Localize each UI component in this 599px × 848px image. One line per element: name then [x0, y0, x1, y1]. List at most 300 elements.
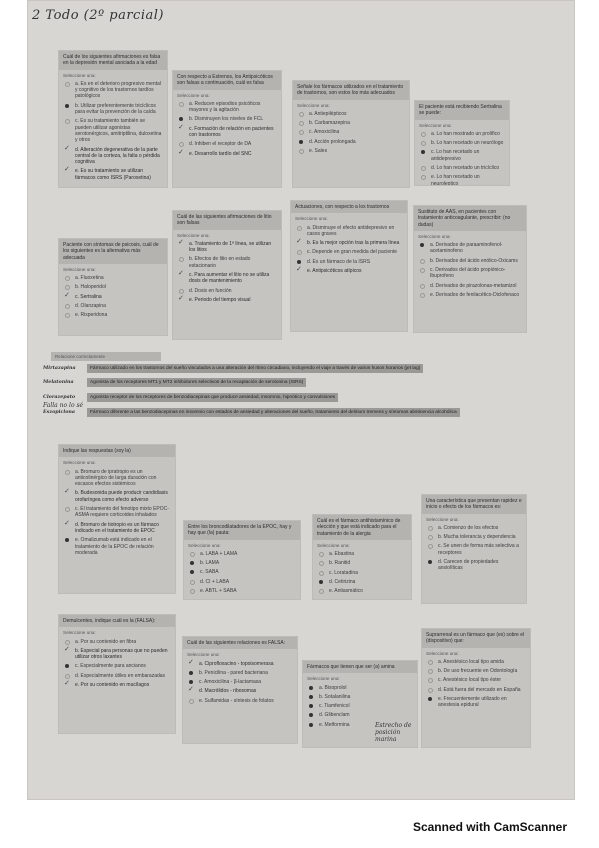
- answer-option[interactable]: [188, 588, 296, 594]
- answer-option-label: c. Formación de relación en pacientes con trastornos: [189, 125, 274, 139]
- answer-option[interactable]: [418, 267, 522, 280]
- select-instruction: Seleccione una:: [419, 122, 452, 128]
- answer-option-label: d. Carecen de propiedades ansiolíticas: [438, 559, 499, 572]
- answer-option[interactable]: [426, 559, 522, 572]
- answer-option-label: b. Derivados del ácido enólico-Oxicams: [430, 257, 518, 264]
- answer-option[interactable]: [187, 679, 293, 685]
- radio-icon[interactable]: [319, 589, 324, 594]
- answer-option[interactable]: [295, 225, 403, 238]
- answer-option[interactable]: [418, 242, 522, 255]
- answer-option-label: d. Glibenclam: [319, 712, 350, 719]
- radio-icon[interactable]: [299, 130, 304, 135]
- radio-icon[interactable]: [65, 507, 70, 512]
- radio-icon[interactable]: [421, 166, 426, 171]
- answer-option[interactable]: [187, 688, 293, 694]
- answer-option[interactable]: [63, 469, 171, 488]
- answer-option-label: b. Carbamazepina: [309, 120, 350, 127]
- question-text: Una característica que presentan rapidez e inicio o efecto de los fármacos es:: [422, 495, 526, 514]
- answer-option-label: b. Utilizar preferentemente tricíclicos para evitar la prevención de la caída: [75, 102, 156, 116]
- select-instruction: Seleccione una:: [188, 542, 221, 548]
- answer-option-label: c. Depende en gran medida del paciente: [307, 249, 398, 256]
- answer-option-label: a. Derivados de paraaminofenol-acetaminofeno: [430, 242, 503, 255]
- answer-option[interactable]: [295, 268, 403, 274]
- answer-option[interactable]: [63, 645, 171, 661]
- select-instruction: Seleccione una:: [297, 102, 330, 108]
- question-text: Paciente con síntomas de psicosis, cuál de los siguientes es la alternativa más adecuada: [59, 239, 167, 264]
- select-instruction: Seleccione una:: [177, 232, 210, 238]
- radio-icon[interactable]: [65, 304, 70, 309]
- answer-option-label: a. Bisoprolol: [319, 684, 347, 691]
- answer-option-label: b. Haloperidol: [75, 284, 106, 291]
- radio-icon[interactable]: [428, 544, 433, 549]
- question-text: Cuál de las siguientes afirmaciones de litio son falsas: [173, 211, 281, 230]
- answer-option[interactable]: [426, 687, 526, 693]
- checkmark-icon[interactable]: ✓: [64, 144, 70, 152]
- answer-option[interactable]: [297, 111, 405, 117]
- answer-option-label: d. Cetirizina: [329, 579, 356, 586]
- question-text: Fármacos que tienen que ser (a) amina: [303, 661, 417, 673]
- select-instruction: Seleccione una:: [426, 650, 459, 656]
- checkmark-icon[interactable]: ✓: [178, 270, 184, 278]
- select-instruction: Seleccione una:: [63, 460, 96, 466]
- checkmark-icon[interactable]: ✓: [178, 148, 184, 156]
- answer-option-label: c. Especialmente para ancianos: [75, 663, 146, 670]
- answer-option[interactable]: [63, 519, 171, 535]
- select-instruction: Seleccione una:: [307, 676, 340, 682]
- checkmark-icon[interactable]: ✓: [64, 519, 70, 527]
- answer-option[interactable]: [187, 658, 293, 667]
- answer-option[interactable]: [188, 579, 296, 585]
- answer-option[interactable]: [63, 673, 171, 679]
- radio-icon[interactable]: [319, 571, 324, 576]
- answer-option-label: b. LAMA: [200, 560, 220, 567]
- answer-option[interactable]: [177, 288, 277, 294]
- answer-option-label: c. El tratamiento del fenotipo mixto EPOC-ASMA requiere corticoides inhalados: [75, 506, 169, 519]
- answer-option-label: d. Olanzapina: [75, 303, 106, 310]
- radio-icon[interactable]: [319, 561, 324, 566]
- answer-option[interactable]: [418, 292, 522, 298]
- answer-option[interactable]: [295, 240, 403, 246]
- selected-radio-icon[interactable]: [309, 686, 313, 690]
- answer-option[interactable]: [295, 259, 403, 265]
- question-text: Sustituto de AAS, en pacientes con tratamiento anticoagulante, prescribir: (no dudas): [414, 206, 526, 231]
- checkmark-icon[interactable]: ✓: [64, 166, 70, 174]
- radio-icon[interactable]: [189, 699, 194, 704]
- selected-radio-icon[interactable]: [299, 140, 303, 144]
- answer-option-label: d. Bromuro de tiotropio es un fármaco indicado en el tratamiento de EPOC: [75, 521, 159, 534]
- answer-option-label: d. Dosis en función: [189, 287, 232, 294]
- radio-icon[interactable]: [421, 175, 426, 180]
- answer-option[interactable]: [63, 312, 163, 318]
- answer-option-label: a. Lo han mostrado un prolífico: [431, 130, 500, 137]
- page-title: 2 Todo (2º parcial): [32, 8, 164, 23]
- selected-radio-icon[interactable]: [319, 580, 323, 584]
- answer-option[interactable]: [177, 148, 277, 157]
- radio-icon[interactable]: [299, 121, 304, 126]
- question-card-5: [58, 238, 168, 336]
- answer-option[interactable]: [419, 140, 505, 146]
- selected-radio-icon[interactable]: [179, 117, 183, 121]
- answer-option-label: a. Fluoxetina: [75, 275, 104, 282]
- radio-icon[interactable]: [428, 526, 433, 531]
- select-instruction: Seleccione una:: [63, 72, 96, 78]
- select-instruction: Seleccione una:: [177, 92, 210, 98]
- answer-option-label: d. Derivados de pirazolonas-metamizol: [430, 282, 517, 289]
- answer-option[interactable]: [177, 256, 277, 269]
- checkmark-icon[interactable]: ✓: [296, 266, 302, 274]
- answer-option-label: b. Mucha tolerancia y dependencia: [438, 534, 516, 541]
- answer-option[interactable]: [177, 238, 277, 254]
- answer-option-label: a. Por su contenido en fibra: [75, 638, 137, 645]
- radio-icon[interactable]: [65, 674, 70, 679]
- radio-icon[interactable]: [420, 268, 425, 273]
- question-card-1: [58, 50, 168, 188]
- selected-radio-icon[interactable]: [65, 664, 69, 668]
- radio-icon[interactable]: [421, 141, 426, 146]
- radio-icon[interactable]: [179, 102, 184, 107]
- answer-option-label: c. Derivados del ácido propiónico-Ibuprofeno: [430, 267, 506, 280]
- checkmark-icon[interactable]: ✓: [64, 680, 70, 688]
- answer-option-label: e. Metformina: [319, 721, 350, 728]
- select-instruction: Seleccione una:: [426, 516, 459, 522]
- answer-option-label: c. SABA: [200, 569, 219, 576]
- answer-option-label: a. Reducen episodios psicóticos mayores y la agitación: [189, 100, 261, 114]
- question-card-6: [172, 210, 282, 340]
- selected-radio-icon[interactable]: [309, 713, 313, 717]
- answer-option-label: a. Disminuye el efecto antidepresivo en casos graves: [307, 224, 395, 237]
- answer-option-label: c. Lo han recetado un antidepresivo: [431, 149, 480, 162]
- question-text: Actuaciones, con respecto a los trastornos: [291, 201, 407, 213]
- answer-option[interactable]: [63, 103, 163, 116]
- answer-option-label: d. CI + LABA: [200, 578, 230, 585]
- answer-option[interactable]: [187, 670, 293, 676]
- question-text: Cuál de las siguientes relaciones es FALSA:: [183, 637, 297, 649]
- answer-option-label: e. Es su tratamiento se utilizan fármacos como ISRS (Paroxetina): [75, 168, 151, 181]
- answer-option[interactable]: [297, 129, 405, 135]
- answer-option[interactable]: [317, 551, 407, 557]
- question-text: Indique las respuestas (soy la): [59, 445, 175, 457]
- answer-option[interactable]: [63, 275, 163, 281]
- question-text: Cuál es el fármaco antihistamínico de elección y que está indicado para el tratamiento de la alergia: [313, 515, 411, 540]
- answer-option-label: b. De uso frecuente en Odontología: [438, 668, 518, 675]
- checkmark-icon[interactable]: ✓: [64, 488, 70, 496]
- checkmark-icon[interactable]: ✓: [178, 123, 184, 131]
- answer-option-label: e. ABTL + SABA: [200, 588, 237, 595]
- question-card-12: [421, 494, 527, 604]
- matching-term: Eszopiclona: [43, 409, 75, 415]
- selected-radio-icon[interactable]: [309, 704, 313, 708]
- answer-option[interactable]: [426, 696, 526, 709]
- answer-option-label: d. Especialmente útiles en embarazadas: [75, 672, 166, 679]
- answer-option-label: a. Es en el deterioro progresivo mental y cognitivo de los trastornos tardíos patológicos: [75, 80, 161, 100]
- selected-radio-icon[interactable]: [297, 260, 301, 264]
- answer-option-label: c. Anestésico local tipo éster: [438, 677, 502, 684]
- checkmark-icon[interactable]: ✓: [296, 238, 302, 246]
- answer-option[interactable]: [63, 291, 163, 300]
- selected-radio-icon[interactable]: [420, 243, 424, 247]
- question-text: Suprarrenal es un fármaco que (es) sobre el (dispositivo) que:: [422, 629, 530, 648]
- answer-option-label: c. Loratadina: [329, 569, 358, 576]
- answer-option[interactable]: [63, 663, 171, 669]
- answer-option[interactable]: [426, 677, 526, 683]
- handwritten-note: Estrecho de posición marina: [375, 722, 412, 743]
- answer-option-label: e. Antiasmático: [329, 588, 363, 595]
- select-instruction: Seleccione una:: [317, 542, 350, 548]
- answer-option[interactable]: [297, 148, 405, 154]
- radio-icon[interactable]: [299, 112, 304, 117]
- question-card-4: [414, 100, 510, 186]
- matching-description: Fármaco utilizado en los trastornos del sueño vinculados a una alteración del ritmo circadiano, incluyendo el viaje a través de varios husos horarios (jet lag): [87, 364, 423, 373]
- answer-option[interactable]: [295, 249, 403, 255]
- answer-option-label: b. Es la mejor opción tras la primera línea: [307, 240, 400, 247]
- checkmark-icon[interactable]: ✓: [64, 645, 70, 653]
- answer-option-label: e. Sulfamidas - síntesis de folatos: [199, 697, 274, 704]
- answer-option-label: c. Amoxicilina: [309, 129, 340, 136]
- answer-option[interactable]: [63, 303, 163, 309]
- question-card-11: [312, 514, 412, 600]
- checkmark-icon[interactable]: ✓: [188, 658, 194, 666]
- answer-option-label: d. Inhiben el receptor de DA: [189, 141, 252, 148]
- answer-option-label: a. Tratamiento de 1ª línea, se utilizan los litios: [189, 240, 272, 254]
- answer-option[interactable]: [426, 534, 522, 540]
- question-card-10: [183, 520, 301, 600]
- select-instruction: Seleccione una:: [187, 652, 220, 658]
- answer-option-label: d. Es un fármaco de la ISRS: [307, 258, 371, 265]
- matching-term: Clorazepato: [43, 394, 76, 400]
- answer-option-label: a. Ciprofloxacino - topoisomerasa: [199, 660, 274, 667]
- answer-option-label: c. Tiamfenicol: [319, 703, 350, 710]
- radio-icon[interactable]: [65, 313, 70, 318]
- answer-option-label: d. Acción prolongada: [309, 138, 356, 145]
- answer-option-label: a. Comienzo de los efectos: [438, 524, 499, 531]
- radio-icon[interactable]: [420, 284, 425, 289]
- answer-option[interactable]: [307, 694, 413, 700]
- handwritten-note: Falla no lo sé: [43, 402, 84, 409]
- question-text: Demulcentes, indique cuál es la (FALSA):: [59, 615, 175, 627]
- answer-option-label: b. Lo han recetado un neurólogo: [431, 140, 504, 147]
- selected-radio-icon[interactable]: [190, 570, 194, 574]
- checkmark-icon[interactable]: ✓: [64, 291, 70, 299]
- answer-option[interactable]: [419, 149, 505, 162]
- radio-icon[interactable]: [319, 552, 324, 557]
- answer-option-label: d. Macrólidos - ribosomas: [199, 688, 257, 695]
- radio-icon[interactable]: [65, 119, 70, 124]
- answer-option[interactable]: [63, 284, 163, 290]
- answer-option-label: e. Frecuentemente utilizado en anestesia epidural: [438, 696, 507, 709]
- answer-option[interactable]: [63, 490, 171, 503]
- radio-icon[interactable]: [179, 142, 184, 147]
- answer-option[interactable]: [317, 570, 407, 576]
- answer-option-label: d. Está fuera del mercado en España: [438, 686, 521, 693]
- matching-description: Agonista receptor de los receptores de benzodiacepinas que produce ansiedad, insomnio, hipnótico y convulsiones: [87, 393, 338, 402]
- answer-option-label: b. Efectos de litio en estado estacionario: [189, 256, 251, 269]
- answer-option[interactable]: [63, 639, 171, 645]
- answer-option-label: b. Disminuyen los niveles de FCL: [189, 116, 264, 123]
- question-card-8: [413, 205, 527, 333]
- answer-option[interactable]: [177, 101, 277, 114]
- question-text: Con respecto a Estrenos, los Antipsicóticos son falsas a continuación, cuál es falsa: [173, 71, 281, 90]
- answer-option-label: e. Periodo del tiempo visual: [189, 296, 251, 303]
- answer-option[interactable]: [177, 294, 277, 303]
- answer-option-label: a. Ebastina: [329, 551, 355, 558]
- select-instruction: Seleccione una:: [63, 630, 96, 636]
- answer-option[interactable]: [419, 131, 505, 137]
- answer-option-label: e. Risperidona: [75, 312, 108, 319]
- answer-option[interactable]: [307, 685, 413, 691]
- radio-icon[interactable]: [65, 640, 70, 645]
- answer-option-label: b. Budesonida puede producir candidiasis orofaríngea como efecto adverso: [75, 490, 168, 503]
- selected-radio-icon[interactable]: [65, 538, 69, 542]
- radio-icon[interactable]: [179, 257, 184, 262]
- answer-option-label: c. Amoxicilina - β-lactamasa: [199, 679, 262, 686]
- answer-option[interactable]: [63, 168, 163, 181]
- radio-icon[interactable]: [65, 276, 70, 281]
- selected-radio-icon[interactable]: [421, 150, 425, 154]
- selected-radio-icon[interactable]: [189, 680, 193, 684]
- answer-option[interactable]: [297, 120, 405, 126]
- radio-icon[interactable]: [299, 149, 304, 154]
- answer-option[interactable]: [426, 525, 522, 531]
- radio-icon[interactable]: [190, 589, 195, 594]
- radio-icon[interactable]: [421, 132, 426, 137]
- question-text: El paciente está recibiendo Sertralina se puede:: [415, 101, 509, 120]
- answer-option-label: b. Ranitid: [329, 560, 351, 567]
- question-card-15: [302, 660, 418, 748]
- matching-row[interactable]: [43, 378, 306, 387]
- radio-icon[interactable]: [297, 250, 302, 255]
- answer-option-label: c. Es su tratamiento también se pueden utilizar agonistas serotonérgicos, amitriptilina, duloxetina y otros: [75, 118, 162, 144]
- answer-option-label: e. Sales: [309, 148, 328, 155]
- answer-option[interactable]: [418, 283, 522, 289]
- answer-option[interactable]: [177, 123, 277, 139]
- radio-icon[interactable]: [179, 289, 184, 294]
- answer-option-label: a. Bromuro de ipratropio es un anticolinérgico de larga duración con escasos efectos sistémicos: [75, 468, 157, 488]
- answer-option[interactable]: [426, 668, 526, 674]
- select-instruction: Seleccione una:: [295, 216, 328, 222]
- answer-option-label: e. Por su contenido en mucílagos: [75, 682, 150, 689]
- answer-option-label: d. Lo han recetado un tricíclico: [431, 165, 500, 172]
- selected-radio-icon[interactable]: [189, 671, 193, 675]
- answer-option-label: b. Sotalanilina: [319, 693, 351, 700]
- answer-option-label: c. Para aumentar el litio no se utiliza dosis de mantenimiento: [189, 272, 270, 285]
- selected-radio-icon[interactable]: [190, 561, 194, 565]
- radio-icon[interactable]: [190, 552, 195, 557]
- answer-option-label: c. Se unen de forma más selectiva a receptores: [438, 543, 519, 556]
- answer-option[interactable]: [419, 174, 505, 186]
- radio-icon[interactable]: [65, 82, 70, 87]
- checkmark-icon[interactable]: ✓: [188, 686, 194, 694]
- answer-option[interactable]: [63, 537, 171, 556]
- matching-term: Mirtazapina: [43, 365, 76, 371]
- question-card-2: [172, 70, 282, 188]
- radio-icon[interactable]: [428, 535, 433, 540]
- question-card-14: [182, 636, 298, 744]
- question-text: Entre los broncodilatadores de la EPOC, hay y hay que (la) pauta:: [184, 521, 300, 540]
- selected-radio-icon[interactable]: [428, 697, 432, 701]
- answer-option[interactable]: [426, 543, 522, 556]
- answer-option[interactable]: [177, 272, 277, 285]
- matching-term: Melatonina: [43, 379, 74, 385]
- select-instruction: Seleccione una:: [418, 233, 451, 239]
- answer-option[interactable]: [426, 659, 526, 665]
- answer-option[interactable]: [317, 560, 407, 566]
- answer-option-label: b. Especial para personas que no pueden utilizar otros laxantes: [75, 647, 168, 661]
- radio-icon[interactable]: [297, 226, 302, 231]
- radio-icon[interactable]: [420, 259, 425, 264]
- radio-icon[interactable]: [65, 285, 70, 290]
- question-card-9: [58, 444, 176, 594]
- selected-radio-icon[interactable]: [65, 104, 69, 108]
- answer-option[interactable]: [317, 579, 407, 585]
- question-card-16: [421, 628, 531, 748]
- answer-option[interactable]: [188, 560, 296, 566]
- select-instruction: Seleccione una:: [63, 266, 96, 272]
- answer-option[interactable]: [177, 141, 277, 147]
- answer-option-label: e. Derivados de fenilacético-Diclofenaco: [430, 291, 520, 298]
- answer-option[interactable]: [188, 551, 296, 557]
- answer-option-label: c. Sertralina: [75, 293, 102, 300]
- radio-icon[interactable]: [428, 669, 433, 674]
- question-card-7: [290, 200, 408, 332]
- matching-question: [43, 352, 561, 430]
- selected-radio-icon[interactable]: [309, 695, 313, 699]
- answer-option[interactable]: [307, 712, 413, 718]
- question-card-3: [292, 80, 410, 188]
- matching-row[interactable]: [43, 393, 338, 402]
- question-text: Cuál de los siguientes afirmaciones es falsa en la depresión mental asociada a la edad: [59, 51, 167, 70]
- radio-icon[interactable]: [190, 580, 195, 585]
- answer-option-label: e. Omalizumab está indicado en el tratamiento de la EPOC de relación moderada: [75, 537, 154, 556]
- answer-option[interactable]: [307, 703, 413, 709]
- question-text: Señale los fármacos utilizados en el tratamiento de trastornos, son estos los más adecuados: [293, 81, 409, 100]
- radio-icon[interactable]: [428, 678, 433, 683]
- answer-option[interactable]: [418, 258, 522, 264]
- answer-option[interactable]: [63, 682, 171, 688]
- radio-icon[interactable]: [428, 660, 433, 665]
- answer-option[interactable]: [63, 506, 171, 519]
- radio-icon[interactable]: [65, 470, 70, 475]
- answer-option[interactable]: [297, 139, 405, 145]
- matching-row[interactable]: [43, 408, 460, 417]
- checkmark-icon[interactable]: ✓: [178, 294, 184, 302]
- radio-icon[interactable]: [420, 293, 425, 298]
- answer-option-label: a. Antiepilépticos: [309, 110, 347, 117]
- radio-icon[interactable]: [428, 688, 433, 693]
- selected-radio-icon[interactable]: [309, 723, 313, 727]
- matching-row[interactable]: [43, 364, 423, 373]
- answer-option[interactable]: [63, 81, 163, 100]
- answer-option[interactable]: [63, 144, 163, 166]
- answer-option[interactable]: [419, 165, 505, 171]
- answer-option[interactable]: [177, 116, 277, 122]
- question-card-13: [58, 614, 176, 734]
- answer-option[interactable]: [317, 588, 407, 594]
- answer-option[interactable]: [187, 698, 293, 704]
- answer-option[interactable]: [63, 118, 163, 143]
- answer-option-label: a. LABA + LAMA: [200, 550, 238, 557]
- scanner-watermark: Scanned with CamScanner: [412, 820, 567, 834]
- answer-option-label: b. Penicilina - pared bacteriana: [199, 669, 268, 676]
- checkmark-icon[interactable]: ✓: [178, 238, 184, 246]
- answer-option[interactable]: [188, 569, 296, 575]
- answer-option-label: a. Anestésico local tipo amida: [438, 658, 504, 665]
- selected-radio-icon[interactable]: [428, 560, 432, 564]
- answer-option-label: e. Antipsicóticos atípicos: [307, 268, 362, 275]
- answer-option-label: e. Desarrollo tardío del SNC: [189, 150, 252, 157]
- matching-header: Relacione correctamente: [51, 352, 161, 361]
- matching-description: Agonista de los receptores MT1 y MT2 inhibidores selectivos de la recaptación de serotonina (ISRS): [87, 378, 306, 387]
- answer-option-label: d. Alteración degenerativa de la parte central de la corteza, la falta o pérdida cognitiva: [75, 146, 160, 166]
